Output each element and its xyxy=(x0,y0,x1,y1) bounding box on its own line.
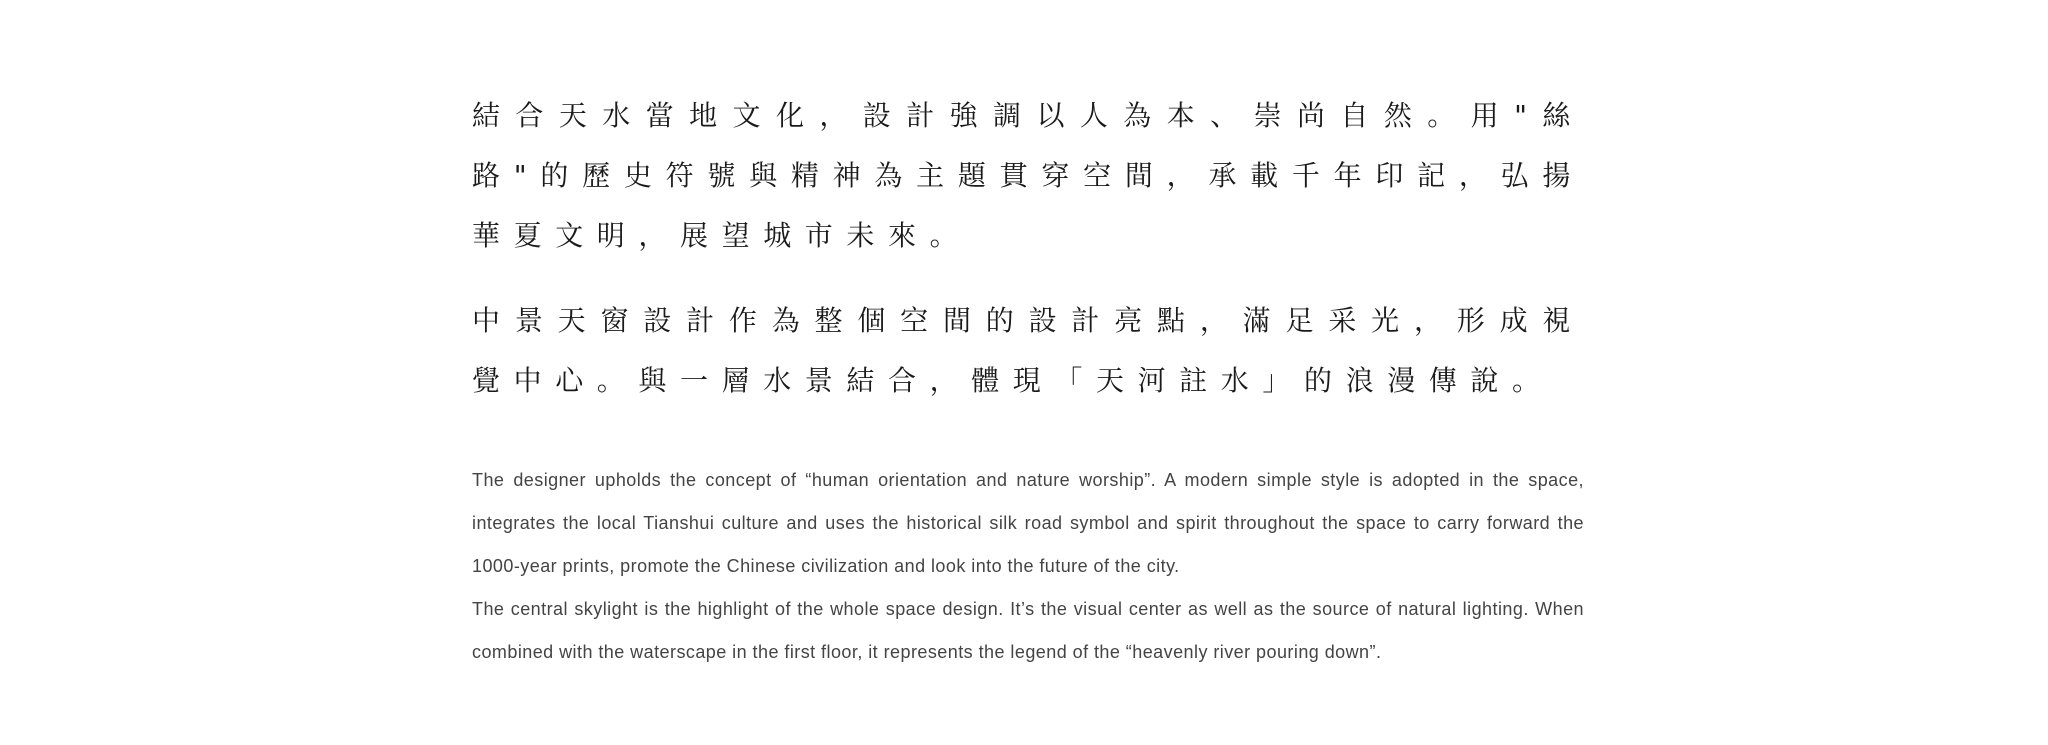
chinese-paragraph-2: 中景天窗設計作為整個空間的設計亮點，滿足采光，形成視覺中心。與一層水景結合，體現「天河註水」的浪漫傳說。 xyxy=(472,304,1584,397)
english-paragraph-2: The central skylight is the highlight of the whole space design. It’s the visual center as well as the source of natural lighting. When combined with the waterscape in the first floor, it represents the legend of the “heavenly river pouring down”. xyxy=(472,599,1584,662)
chinese-paragraph-1: 結合天水當地文化，設計強調以人為本、崇尚自然。用"絲路"的歷史符號與精神為主題貫穿空間，承載千年印記，弘揚華夏文明，展望城市未來。 xyxy=(472,99,1584,252)
text-content xyxy=(472,86,1584,674)
english-text-block xyxy=(472,459,1584,674)
english-paragraph-1: The designer upholds the concept of “human orientation and nature worship”. A modern simple style is adopted in the space, integrates the local Tianshui culture and uses the historical silk road symbol and spirit throughout the space to carry forward the 1000-year prints, promote the Chinese civilization and look into the future of the city. xyxy=(472,470,1584,576)
